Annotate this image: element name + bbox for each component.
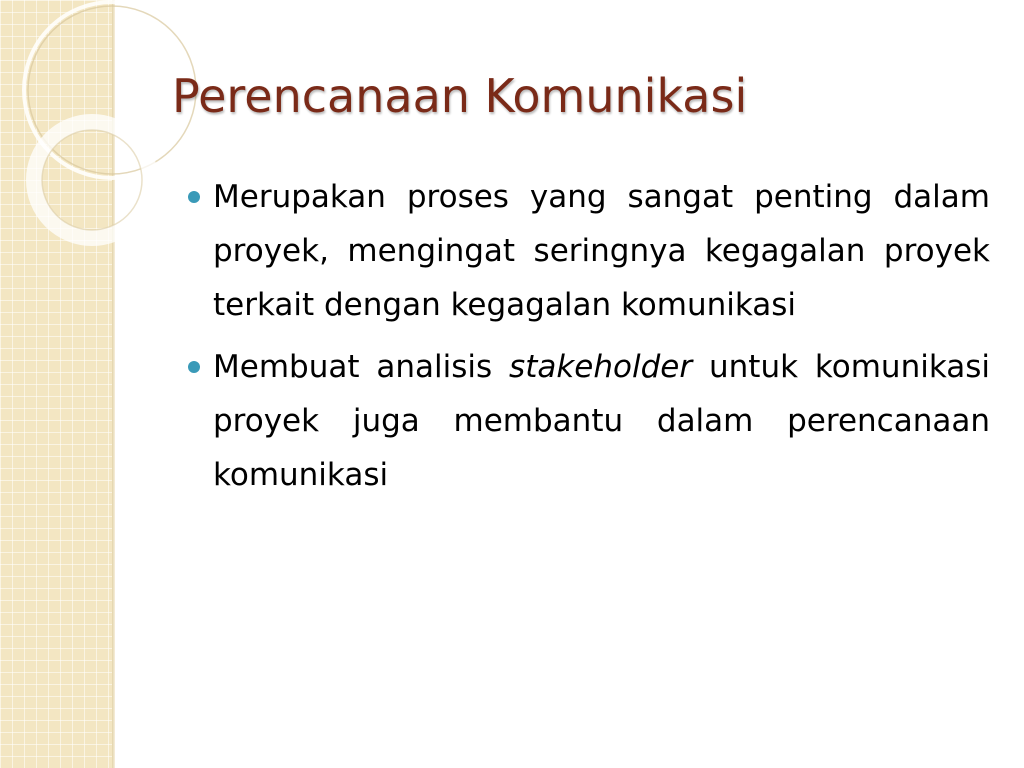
side-band-edge <box>112 0 115 768</box>
bullet-text-before: Membuat analisis <box>213 349 510 385</box>
bullet-list <box>188 170 990 510</box>
bullet-text-after: untuk komunikasi proyek juga membantu dalam perencanaan komunikasi <box>213 349 991 493</box>
bullet-item <box>188 340 990 502</box>
slide-title: Perencanaan Komunikasi <box>172 69 748 123</box>
decorative-side-band <box>0 0 112 768</box>
bullet-dot-icon <box>188 191 200 203</box>
bullet-dot-icon <box>188 361 200 373</box>
bullet-emphasis: stakeholder <box>509 349 693 385</box>
bullet-item <box>188 170 990 332</box>
bullet-text: Merupakan proses yang sangat penting dalam proyek, mengingat seringnya kegagalan proyek terkait dengan kegagalan komunikasi <box>213 179 990 323</box>
